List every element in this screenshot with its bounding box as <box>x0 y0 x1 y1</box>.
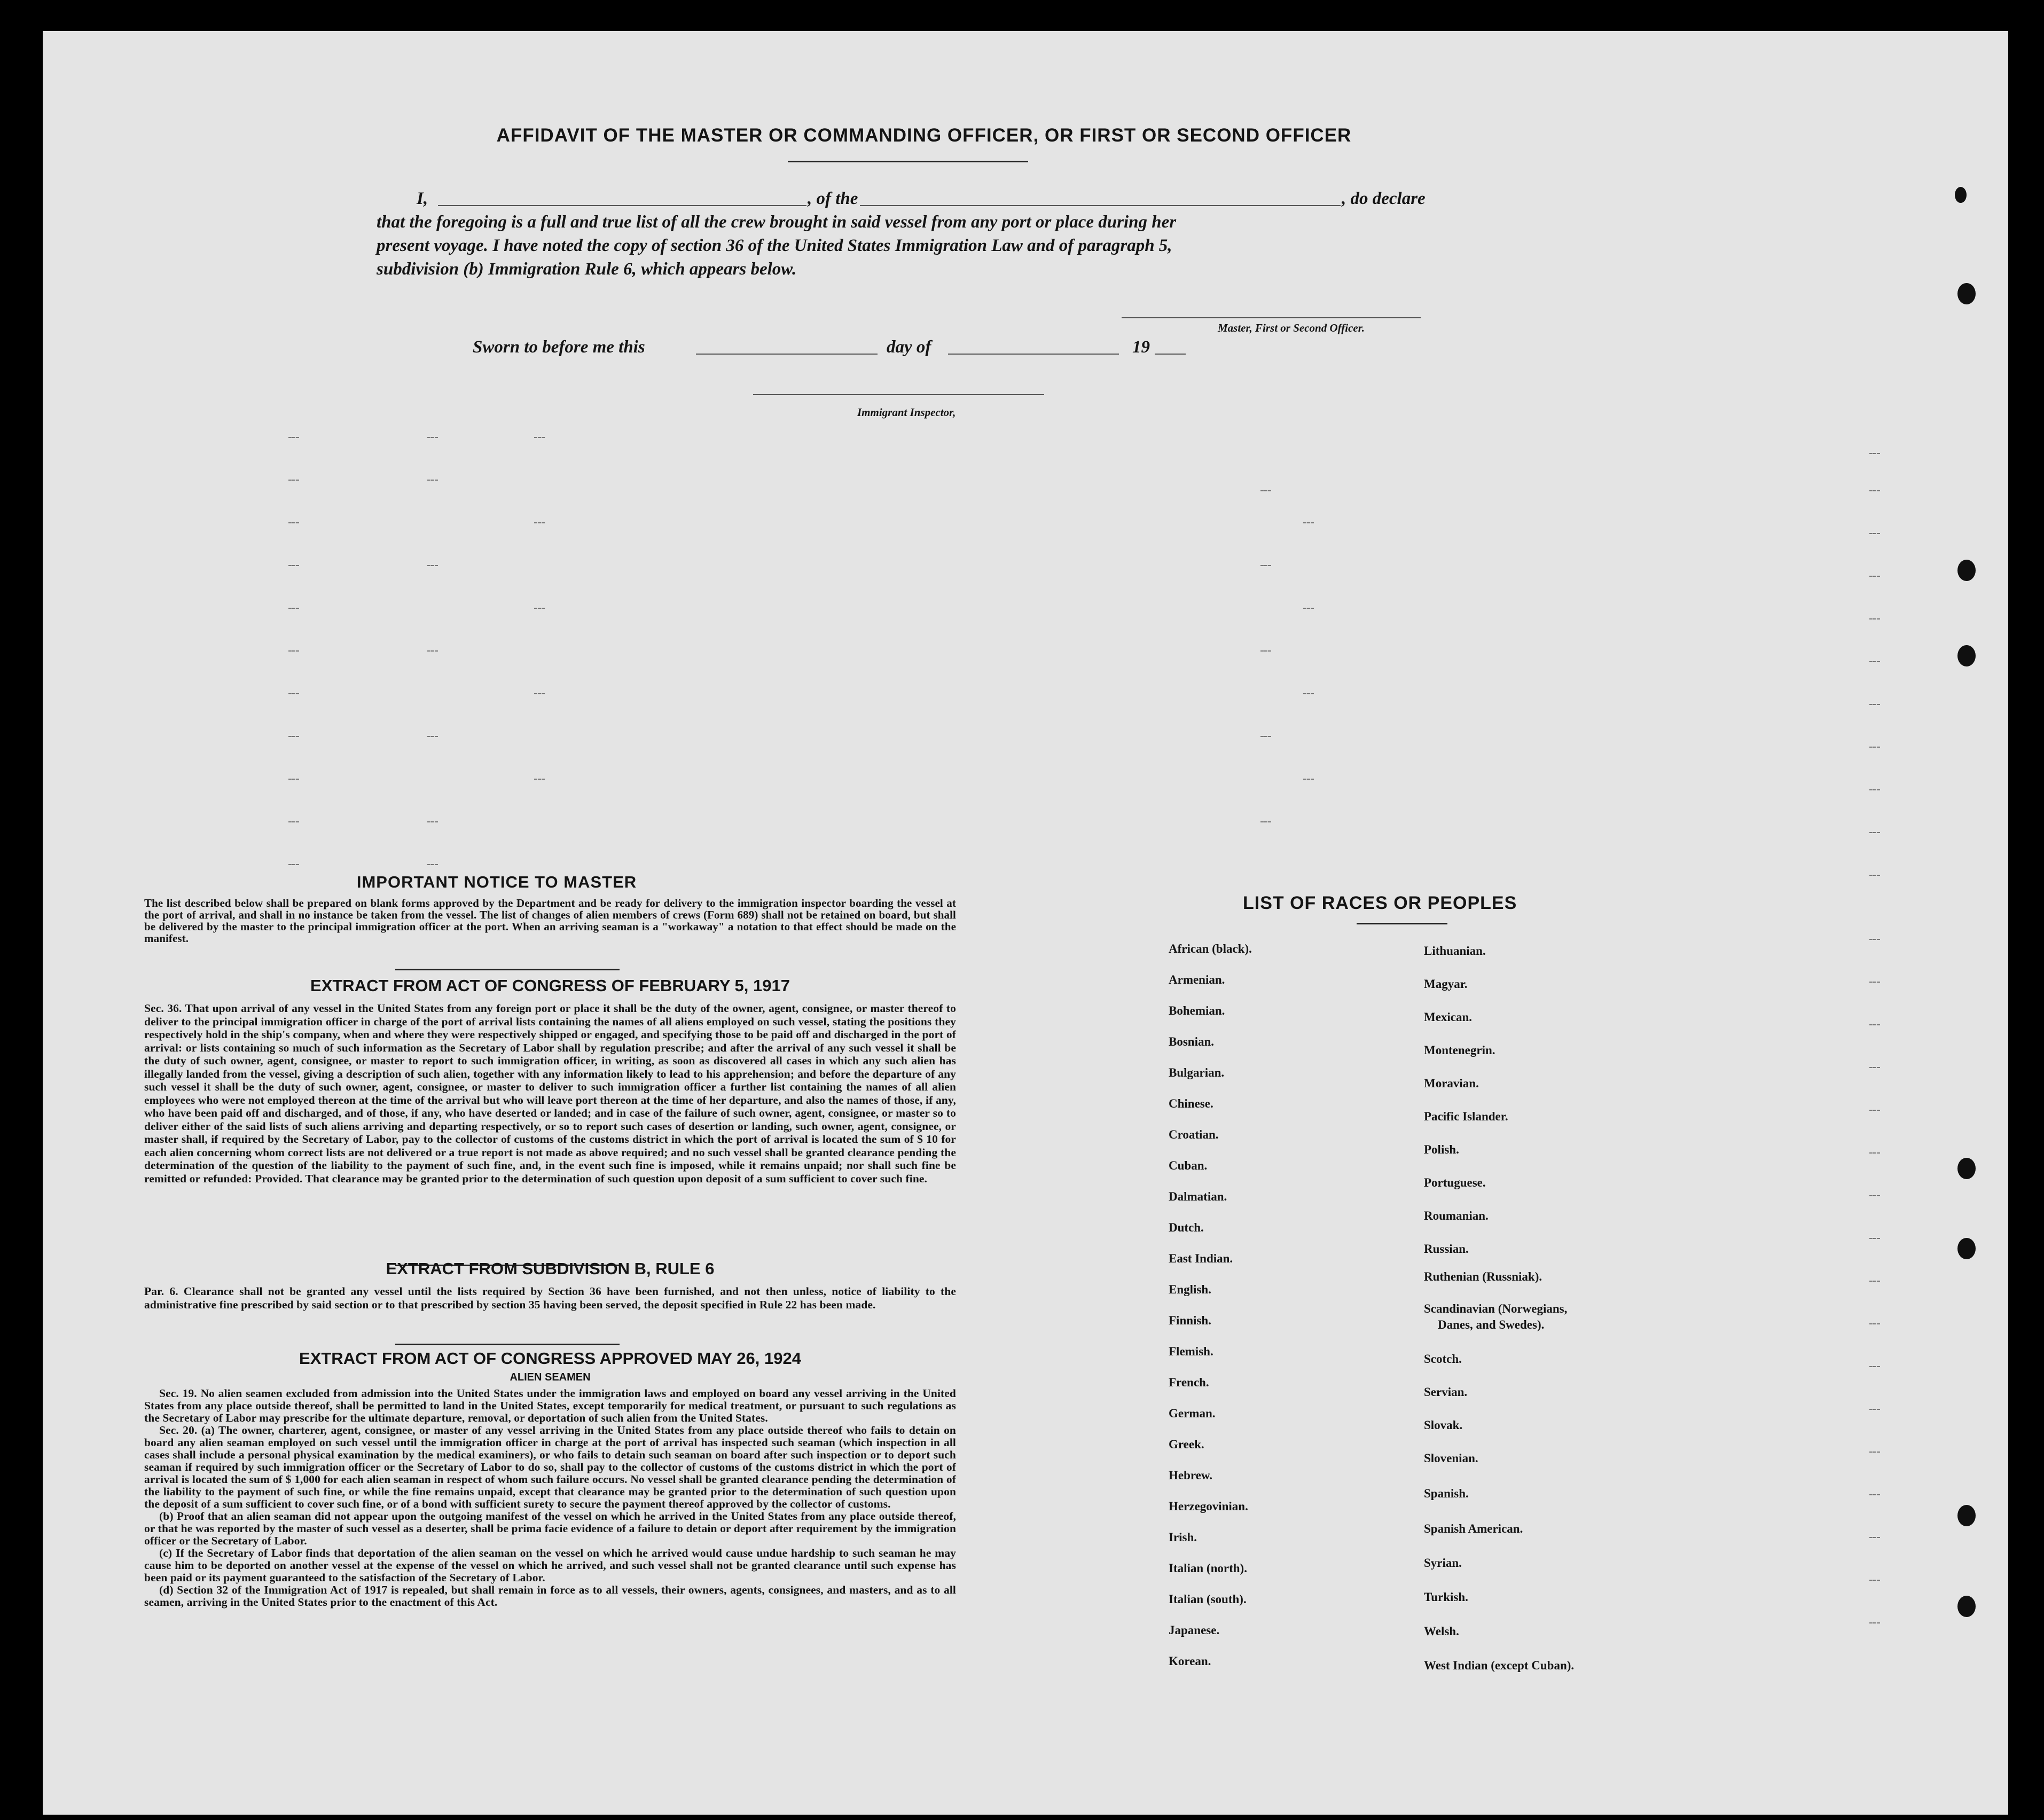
race-item: Danes, and Swedes). <box>1438 1318 1545 1331</box>
race-item: Herzegovinian. <box>1169 1500 1248 1513</box>
race-item: Welsh. <box>1424 1625 1459 1638</box>
notice-divider <box>395 969 620 970</box>
rule6-text: Par. 6. Clearance shall not be granted any vessel until the lists required by Section 36 have been furnished, and not then unless, notice of liability to the administrative fine prescribed by said section or to that prescribed by section 35 having been served, the deposit specified in Rule 22 has been made. <box>144 1285 956 1311</box>
day-of-text: day of <box>887 338 931 357</box>
race-item: Spanish. <box>1424 1487 1469 1500</box>
heading-underline <box>788 161 1028 162</box>
affidavit-do-declare: , do declare <box>1342 189 1426 208</box>
sworn-text: Sworn to before me this <box>473 338 645 357</box>
race-item: Chinese. <box>1169 1097 1213 1110</box>
signature-label: Master, First or Second Officer. <box>1218 321 1365 334</box>
race-item: Korean. <box>1169 1654 1211 1668</box>
notice-text: The list described below shall be prepared on blank forms approved by the Department and be ready for delivery to the immigration inspector boarding the vessel at the port of arrival, and shall in no instance be taken from the vessel. The list of changes of alien members of crews (Form 689) shall not be retained on board, but shall be delivered by the master to the principal immigration officer at the port. When an arriving seaman is a "workaway" a notation to that effect should be made on the manifest. <box>144 897 956 945</box>
race-item: Montenegrin. <box>1424 1044 1495 1057</box>
race-item: Irish. <box>1169 1531 1197 1544</box>
race-item: Roumanian. <box>1424 1209 1489 1222</box>
race-item: Hebrew. <box>1169 1469 1212 1482</box>
vessel-name-field[interactable] <box>860 205 1341 206</box>
binder-hole <box>1957 1596 1976 1617</box>
form-sheet <box>43 31 2008 1815</box>
binder-hole <box>1957 283 1976 304</box>
race-item: Flemish. <box>1169 1345 1213 1358</box>
affidavit-body-line-2: present voyage. I have noted the copy of section 36 of the United States Immigration Law and of paragraph 5, <box>377 236 1172 255</box>
race-item: Scandinavian (Norwegians, <box>1424 1302 1568 1315</box>
race-item: Slovenian. <box>1424 1452 1478 1465</box>
race-item: Bosnian. <box>1169 1035 1215 1048</box>
race-item: Lithuanian. <box>1424 944 1486 958</box>
race-item: Pacific Islander. <box>1424 1110 1508 1123</box>
alien-seamen-subheading: ALIEN SEAMEN <box>510 1371 591 1383</box>
affidavit-i: I, <box>417 189 428 208</box>
race-item: Moravian. <box>1424 1077 1479 1090</box>
sec-20c-paragraph: (c) If the Secretary of Labor finds that deportation of the alien seaman on the vessel on which he arrived would cause undue hardship to such seaman he may cause him to be deported on another vessel at the expense of the vessel on which he arrived, and such vessel shall not be granted clearance until such expense has been paid or its payment guaranteed to the satisfaction of the Secretary of Labor. <box>144 1547 956 1584</box>
race-item: Polish. <box>1424 1143 1459 1156</box>
sworn-month-field[interactable] <box>948 354 1119 355</box>
binder-hole <box>1957 645 1976 666</box>
race-item: Syrian. <box>1424 1556 1462 1570</box>
extract-1917-heading: EXTRACT FROM ACT OF CONGRESS OF FEBRUARY 5, 1917 <box>310 976 790 995</box>
notice-heading: IMPORTANT NOTICE TO MASTER <box>356 873 637 891</box>
race-item: Portuguese. <box>1424 1176 1486 1189</box>
race-item: Croatian. <box>1169 1128 1219 1141</box>
binder-hole <box>1957 1158 1976 1179</box>
sworn-day-field[interactable] <box>696 354 878 355</box>
race-item: Italian (north). <box>1169 1562 1247 1575</box>
sec-20a-paragraph: Sec. 20. (a) The owner, charterer, agent, consignee, or master of any vessel arriving in the United States from any place outside thereof who fails to detain on board any alien seaman employed on such vessel until the immigration officer in charge at the port of arrival has inspected such seaman (which inspection in all cases shall include a personal physical examination by the medical examiners), or who fails to detain such seaman on board after such inspection or to deport such seaman if required by such immigration officer or the Secretary of Labor to do so, shall pay to the collector of customs of the customs district in which the port of arrival is located the sum of $ 1,000 for each alien seaman in respect of whom such failure occurs. No vessel shall be granted clearance pending the determination of the liability to the payment of such fine, or while the fine remains unpaid, except that clearance may be granted prior to the determination of such question upon the deposit of a sum sufficient to cover such fine, or of a bond with sufficient surety to secure the payment thereof approved by the collector of customs. <box>144 1424 956 1510</box>
sworn-year-field[interactable] <box>1155 354 1186 355</box>
race-item: Italian (south). <box>1169 1592 1247 1606</box>
race-item: Mexican. <box>1424 1010 1473 1024</box>
races-heading-underline <box>1357 923 1447 924</box>
extract-1917-text: Sec. 36. That upon arrival of any vessel in the United States from any foreign port or place it shall be the duty of the owner, agent, consignee, or master thereof to deliver to the principal immigration officer in charge of the port of arrival lists containing the names of all aliens employed on such vessel, stating the positions they respectively hold in the ship's company, when and where they were respectively shipped or engaged, and specifying those to be paid off and discharged in the port of arrival: or lists containing so much of such information as the Secretary of Labor shall by regulation prescribe; and after the arrival of any such vessel it shall be the duty of such owner, agent, consignee, or master to report to such immigration officer, in writing, as soon as discovered all cases in which any such alien has illegally landed from the vessel, giving a description of such alien, together with any information likely to lead to his apprehension; and before the departure of any such vessel it shall be the duty of such owner, agent, consignee, or master to deliver to such immigration officer a further list containing the names of all alien employees who were not employed thereon at the time of the arrival but who will leave port thereon at the time of her departure, and also the names of those, if any, who have been paid off and discharged, and of those, if any, who have deserted or landed; and in case of the failure of such owner, agent, consignee, or master so to deliver either of the said lists of such aliens arriving and departing respectively, or so to report such cases of desertion or landing, such owner, agent, consignee, or master shall, if required by the Secretary of Labor, pay to the collector of customs of the customs district in which the port of arrival is located the sum of $ 10 for each alien concerning whom correct lists are not delivered or a true report is not made as above required; and no such vessel shall be granted clearance pending the determination of the question of the liability to the payment of such fine, and, in the event such fine is imposed, while it remains unpaid; nor shall such fine be remitted or refunded: Provided. That clearance may be granted prior to the determination of such question upon deposit of a sum sufficient to cover such fine. <box>144 1002 956 1185</box>
sec-20d-paragraph: (d) Section 32 of the Immigration Act of 1917 is repealed, but shall remain in force as to all vessels, their owners, agents, consignees, and masters, and as to all seamen, arriving in the United States prior to the enactment of this Act. <box>144 1583 956 1609</box>
race-item: Ruthenian (Russniak). <box>1424 1270 1542 1283</box>
inspector-signature-field[interactable] <box>753 394 1044 395</box>
race-item: Bulgarian. <box>1169 1066 1225 1079</box>
race-item: Dalmatian. <box>1169 1190 1227 1203</box>
race-item: Bohemian. <box>1169 1004 1225 1017</box>
binder-hole <box>1957 560 1976 581</box>
race-item: Armenian. <box>1169 973 1225 986</box>
race-item: Dutch. <box>1169 1221 1204 1234</box>
race-item: Japanese. <box>1169 1623 1220 1637</box>
race-item: French. <box>1169 1376 1209 1389</box>
race-item: Greek. <box>1169 1438 1204 1451</box>
sec-19-paragraph: Sec. 19. No alien seamen excluded from admission into the United States under the immigration laws and employed on board any vessel arriving in the United States from any place outside thereof, shall be permitted to land in the United States, except temporarily for medical treatment, or pursuant to such regulations as the Secretary of Labor may prescribe for the ultimate departure, removal, or deportation of such alien from the United States. <box>144 1387 956 1424</box>
year-prefix: 19 <box>1132 338 1150 357</box>
affidavit-of-the: , of the <box>808 189 858 208</box>
race-item: West Indian (except Cuban). <box>1424 1659 1575 1672</box>
race-item: Turkish. <box>1424 1590 1468 1604</box>
binder-hole <box>1957 1238 1976 1259</box>
sec-20b-paragraph: (b) Proof that an alien seaman did not appear upon the outgoing manifest of the vessel on which he arrived in the United States from any place outside thereof, or that he was reported by the master of such vessel as a deserter, shall be prima facie evidence of a failure to detain or deport after requirement by the immigration officer or the Secretary of Labor. <box>144 1510 956 1547</box>
race-item: English. <box>1169 1283 1211 1296</box>
affidavit-body-line-1: that the foregoing is a full and true list of all the crew brought in said vessel from any port or place during her <box>377 213 1177 232</box>
race-item: Scotch. <box>1424 1352 1462 1366</box>
rule6-divider <box>395 1344 620 1345</box>
master-name-field[interactable] <box>438 205 806 206</box>
binder-hole <box>1955 187 1967 203</box>
extract-1924-heading: EXTRACT FROM ACT OF CONGRESS APPROVED MAY 26, 1924 <box>299 1349 801 1368</box>
signature-field[interactable] <box>1122 317 1421 318</box>
race-item: Cuban. <box>1169 1159 1208 1172</box>
race-item: Magyar. <box>1424 977 1468 991</box>
race-item: Servian. <box>1424 1385 1468 1399</box>
race-item: German. <box>1169 1407 1216 1420</box>
affidavit-heading: AFFIDAVIT OF THE MASTER OR COMMANDING OFFICER, OR FIRST OR SECOND OFFICER <box>496 125 1352 146</box>
race-item: Slovak. <box>1424 1418 1463 1432</box>
race-item: East Indian. <box>1169 1252 1233 1265</box>
race-item: Finnish. <box>1169 1314 1211 1327</box>
races-heading: LIST OF RACES OR PEOPLES <box>1243 893 1517 913</box>
race-item: Russian. <box>1424 1242 1469 1256</box>
extract-1924-body <box>144 1387 956 1609</box>
inspector-label: Immigrant Inspector, <box>857 406 956 419</box>
race-item: Spanish American. <box>1424 1522 1523 1535</box>
affidavit-body-line-3: subdivision (b) Immigration Rule 6, which appears below. <box>377 260 797 279</box>
binder-hole <box>1957 1505 1976 1526</box>
rule6-heading: EXTRACT FROM SUBDIVISION B, RULE 6 <box>386 1259 715 1278</box>
race-item: African (black). <box>1169 942 1252 955</box>
